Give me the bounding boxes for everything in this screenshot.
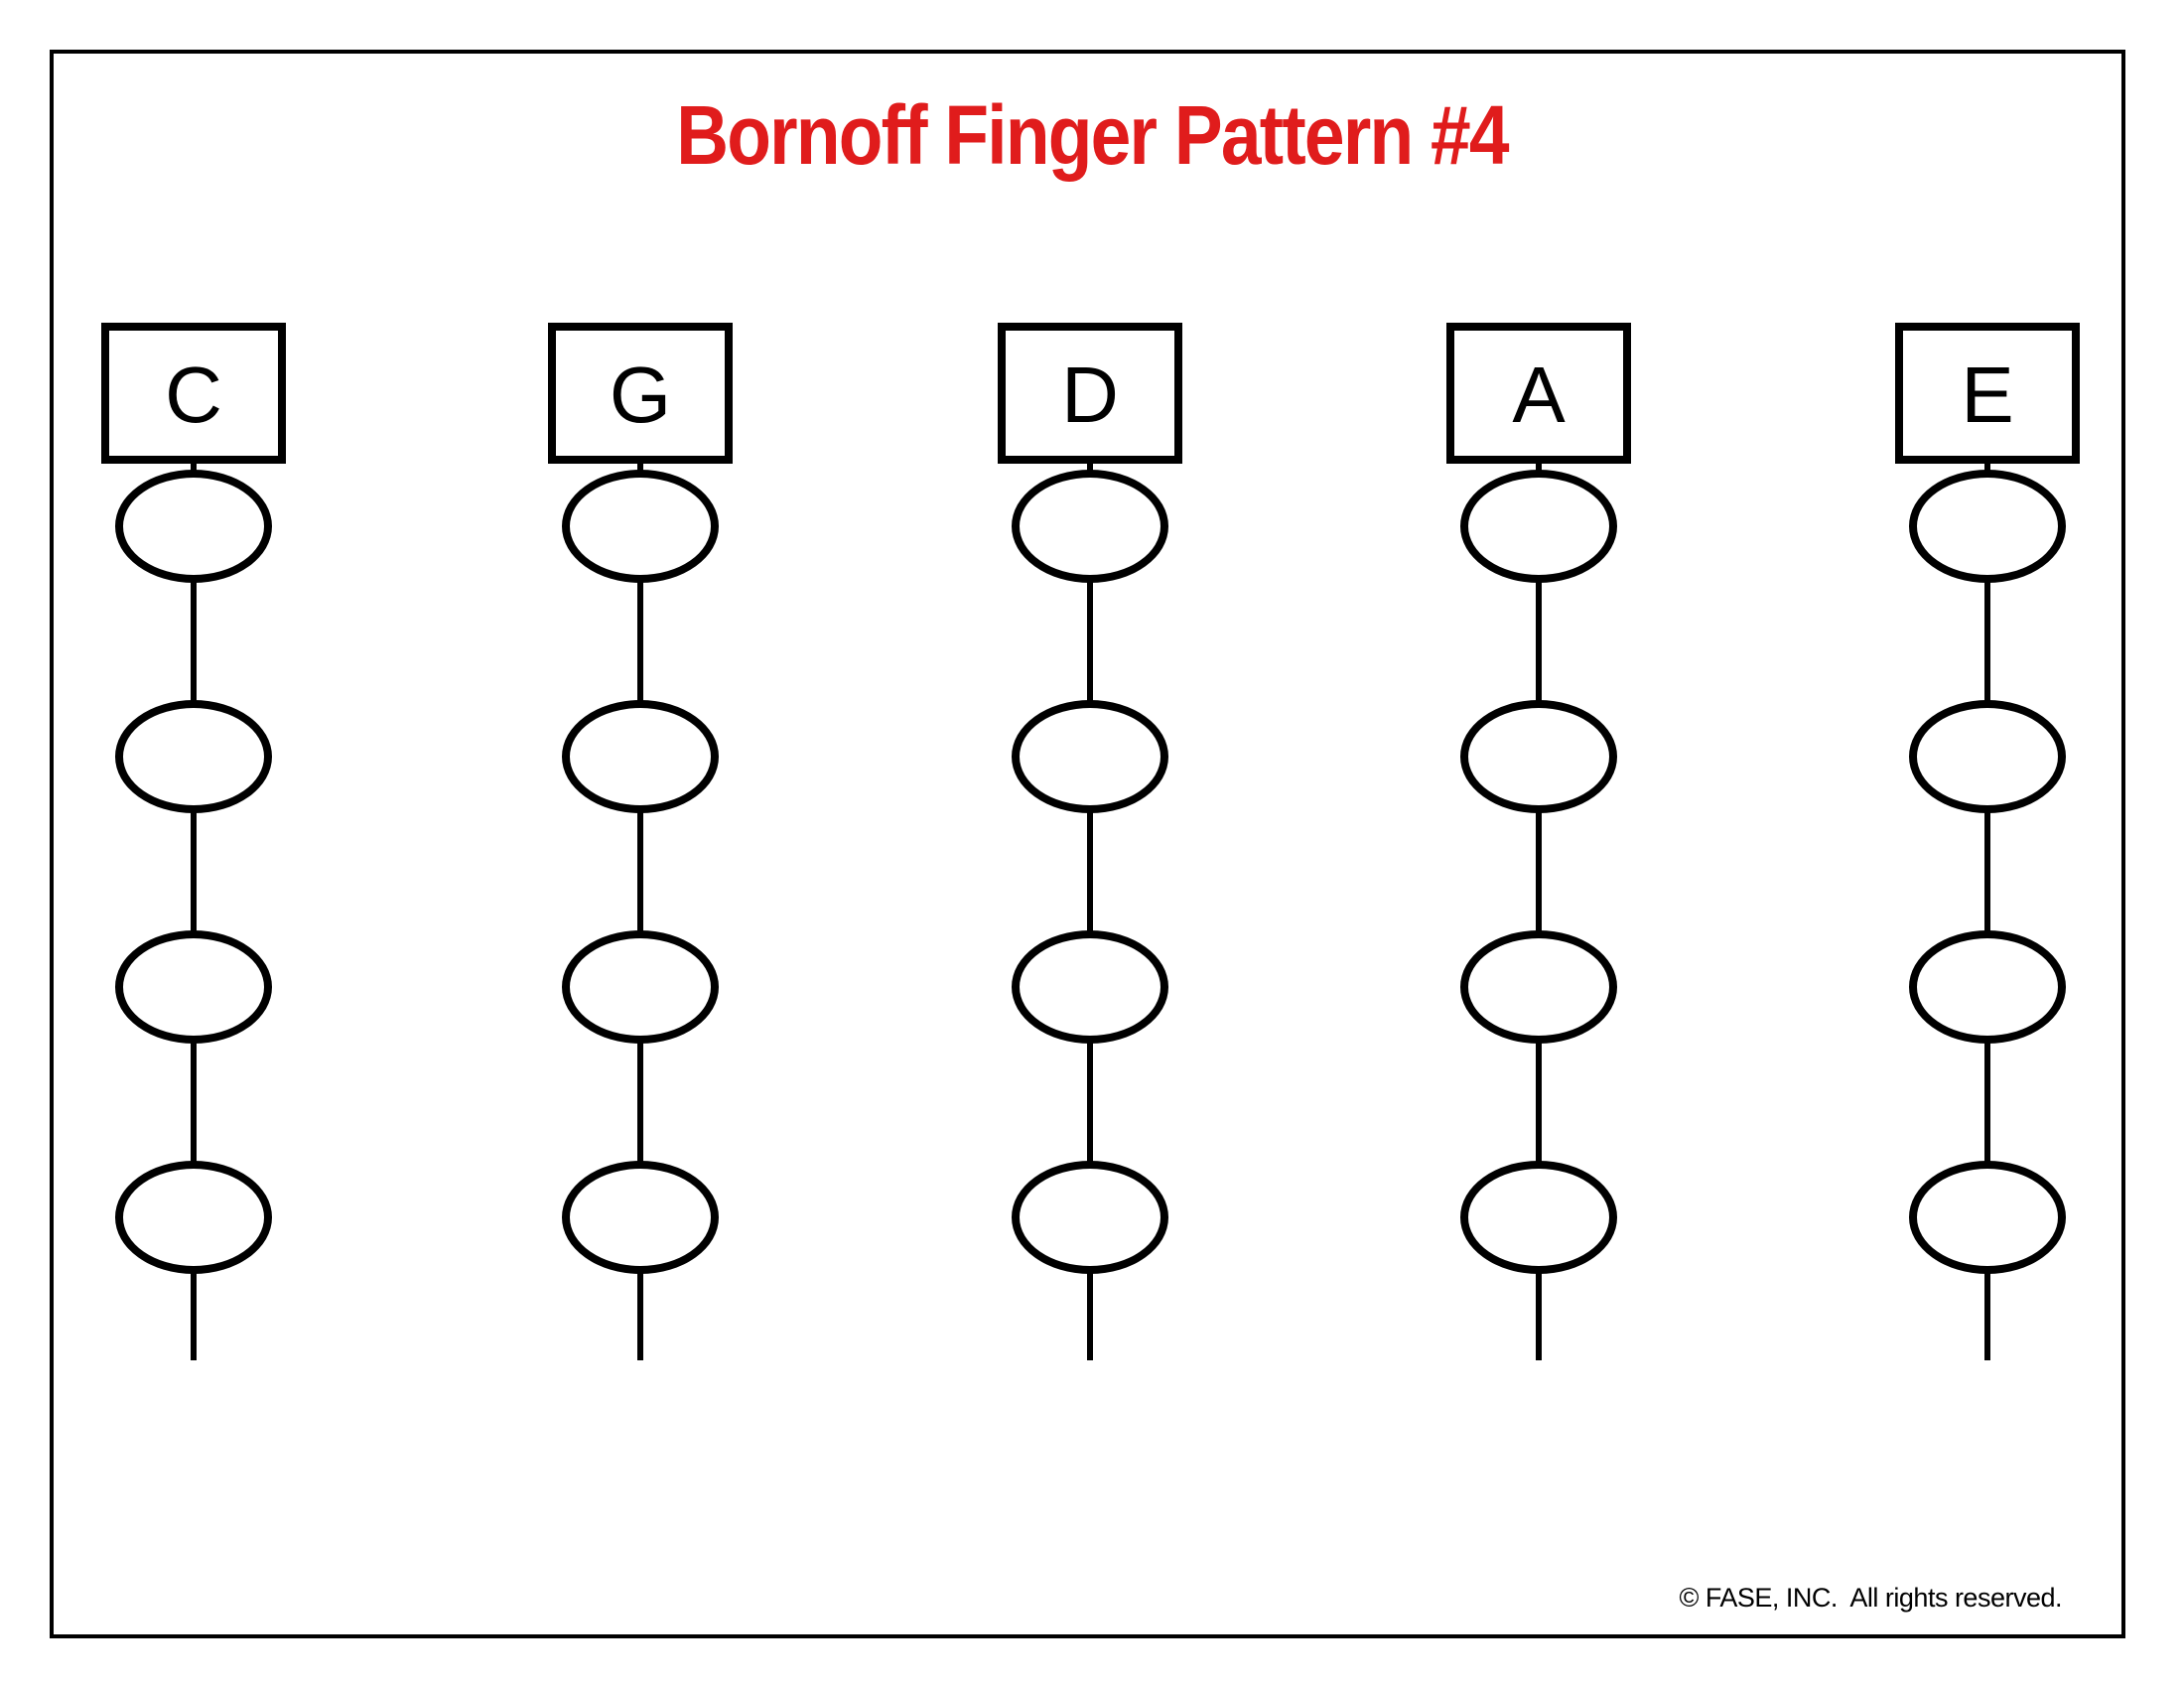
string-column-c xyxy=(101,323,286,1360)
finger-circle-4 xyxy=(1012,1161,1168,1274)
finger-circle-1 xyxy=(562,470,719,583)
finger-circle-1 xyxy=(1460,470,1617,583)
string-label: A xyxy=(1512,351,1566,439)
string-column-a xyxy=(1446,323,1631,1360)
string-label: C xyxy=(165,351,222,439)
string-column-d xyxy=(998,323,1182,1360)
string-column-g xyxy=(548,323,733,1360)
string-label-box xyxy=(1895,323,2080,464)
finger-circle-4 xyxy=(562,1161,719,1274)
finger-circle-4 xyxy=(115,1161,272,1274)
finger-circle-2 xyxy=(115,700,272,813)
finger-circle-2 xyxy=(562,700,719,813)
finger-circle-1 xyxy=(1012,470,1168,583)
page-title: Bornoff Finger Pattern #4 xyxy=(676,88,1508,182)
finger-circle-1 xyxy=(115,470,272,583)
finger-circle-3 xyxy=(562,930,719,1044)
string-label: G xyxy=(609,351,672,439)
finger-circle-3 xyxy=(1460,930,1617,1044)
string-label-box xyxy=(998,323,1182,464)
finger-circle-3 xyxy=(1012,930,1168,1044)
finger-circle-4 xyxy=(1909,1161,2066,1274)
string-label: D xyxy=(1061,351,1119,439)
finger-circle-2 xyxy=(1909,700,2066,813)
finger-circle-3 xyxy=(1909,930,2066,1044)
string-label-box xyxy=(101,323,286,464)
string-column-e xyxy=(1895,323,2080,1360)
copyright-text: © FASE, INC. All rights reserved. xyxy=(1679,1583,2062,1613)
finger-circle-3 xyxy=(115,930,272,1044)
string-label-box xyxy=(1446,323,1631,464)
finger-circle-2 xyxy=(1012,700,1168,813)
finger-circle-1 xyxy=(1909,470,2066,583)
string-label: E xyxy=(1961,351,2014,439)
string-label-box xyxy=(548,323,733,464)
finger-circle-2 xyxy=(1460,700,1617,813)
finger-circle-4 xyxy=(1460,1161,1617,1274)
